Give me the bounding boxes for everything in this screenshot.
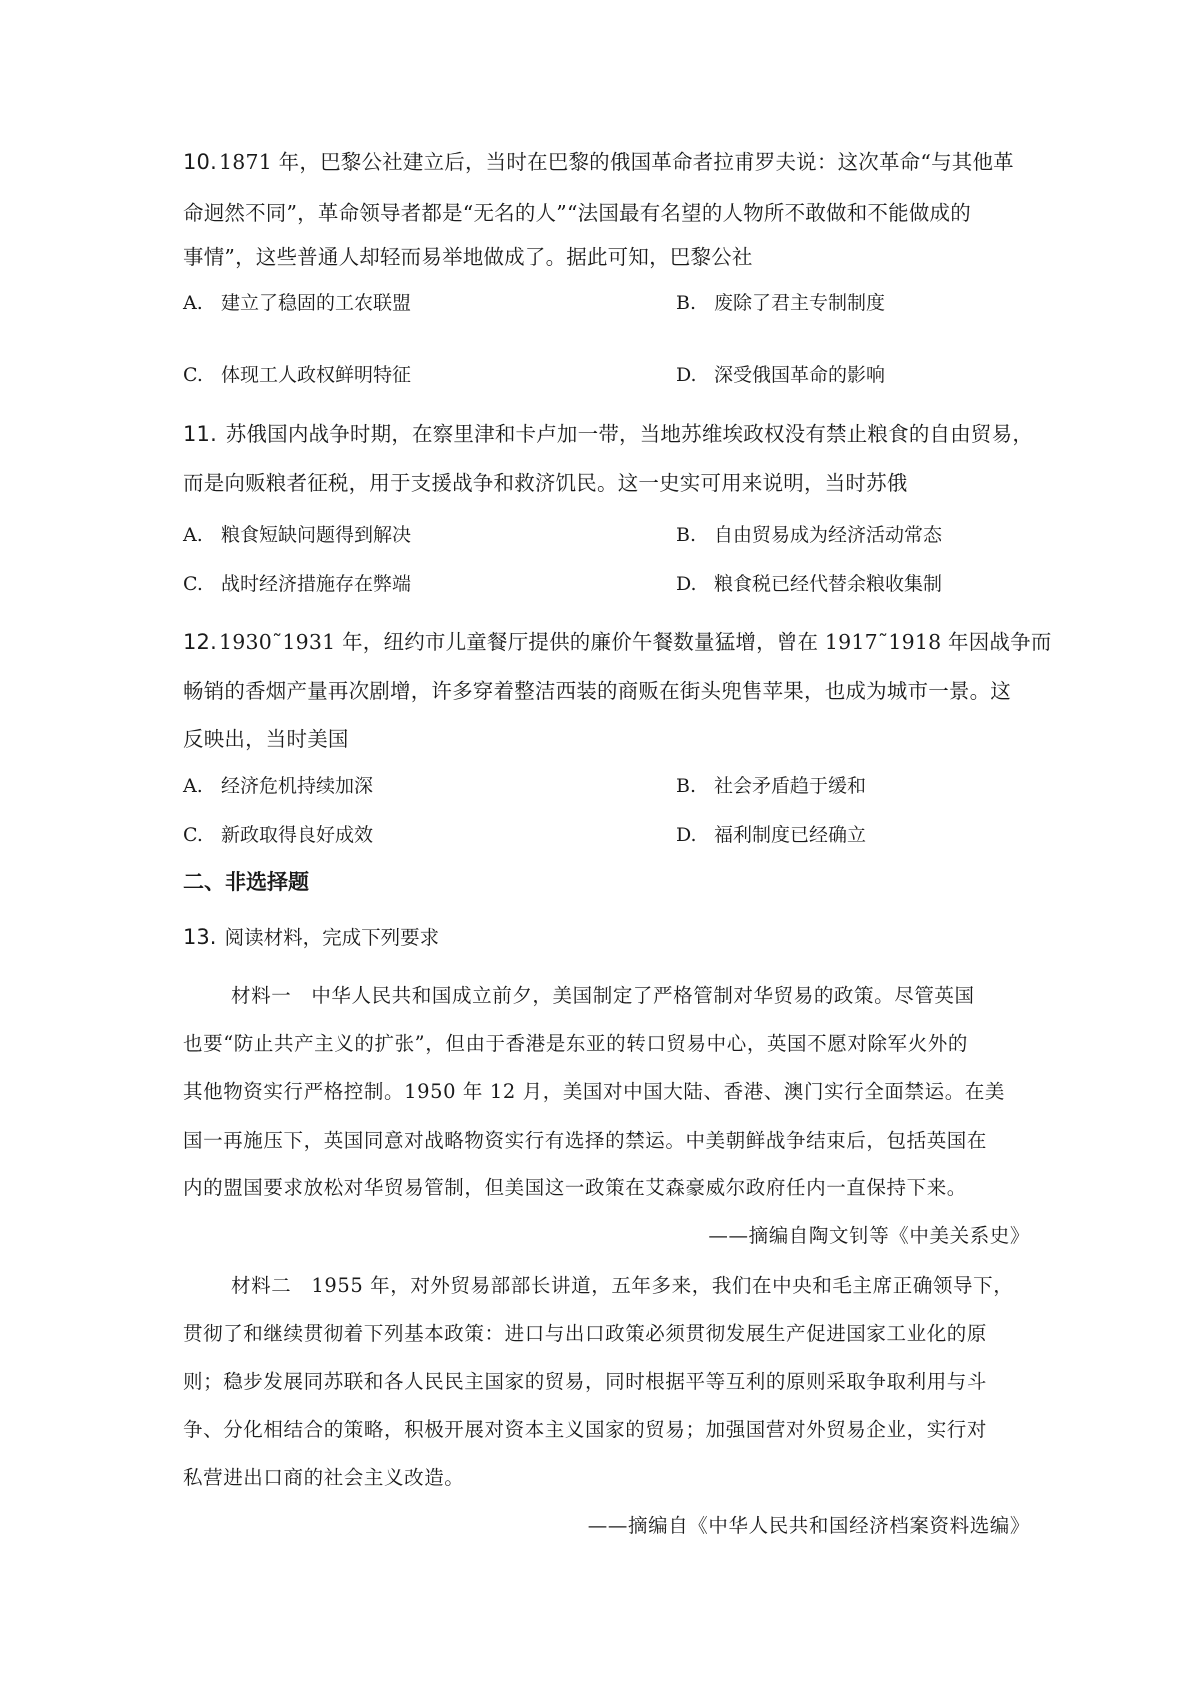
q11-line-2: 而是向贩粮者征税，用于支援战争和救济饥民。这一史实可用来说明，当时苏俄 <box>183 471 908 495</box>
q12-option-b[interactable]: B. 社会矛盾趋于缓和 <box>676 775 867 797</box>
q11-line-1 <box>183 420 1033 448</box>
q12-option-d[interactable]: D. 福利制度已经确立 <box>676 824 867 846</box>
material1-line-4: 国一再施压下，英国同意对战略物资实行有选择的禁运。中美朝鲜战争结束后，包括英国在 <box>183 1129 988 1152</box>
q10-option-d[interactable]: D. 深受俄国革命的影响 <box>676 364 886 386</box>
q12-line-2: 畅销的香烟产量再次剧增，许多穿着整洁西装的商贩在街头兜售苹果，也成为城市一景。这 <box>183 679 1011 703</box>
q12-text: 1930˜1931 年，纽约市儿童餐厅提供的廉价午餐数量猛增，曾在 1917˜1918 年因战争而 <box>219 630 1052 654</box>
q12-option-c[interactable]: C. 新政取得良好成效 <box>183 824 374 846</box>
q11-text: 苏俄国内战争时期，在察里津和卡卢加一带，当地苏维埃政权没有禁止粮食的自由贸易， <box>225 422 1034 446</box>
q10-number: 10. <box>183 150 217 174</box>
material1-line-1: 材料一 中华人民共和国成立前夕，美国制定了严格管制对华贸易的政策。尽管英国 <box>231 984 975 1007</box>
material2-line-2: 贯彻了和继续贯彻着下列基本政策：进口与出口政策必须贯彻发展生产促进国家工业化的原 <box>183 1322 988 1345</box>
material1-line-5: 内的盟国要求放松对华贸易管制，但美国这一政策在艾森豪威尔政府任内一直保持下来。 <box>183 1176 967 1199</box>
q10-text: 1871 年，巴黎公社建立后，当时在巴黎的俄国革命者拉甫罗夫说：这次革命“与其他革 <box>219 150 1014 174</box>
q12-line-1 <box>183 628 1052 656</box>
q10-line-3: 事情”，这些普通人却轻而易举地做成了。据此可知，巴黎公社 <box>183 245 753 269</box>
material2-line-4: 争、分化相结合的策略，积极开展对资本主义国家的贸易；加强国营对外贸易企业，实行对 <box>183 1418 988 1441</box>
q10-option-b[interactable]: B. 废除了君主专制制度 <box>676 292 886 314</box>
q11-option-d[interactable]: D. 粮食税已经代替余粮收集制 <box>676 573 943 595</box>
q10-option-c[interactable]: C. 体现工人政权鲜明特征 <box>183 364 412 386</box>
material2-source: ——摘编自《中华人民共和国经济档案资料选编》 <box>587 1514 1030 1537</box>
material1-label: 材料一 <box>231 984 292 1007</box>
q13-number: 13. <box>183 925 217 949</box>
q11-number: 11. <box>183 422 217 446</box>
q10-line-2: 命迥然不同”，革命领导者都是“无名的人”“法国最有名望的人物所不敢做和不能做成的 <box>183 201 971 225</box>
q11-option-a[interactable]: A. 粮食短缺问题得到解决 <box>183 524 412 546</box>
material1-line-3: 其他物资实行严格控制。1950 年 12 月，美国对中国大陆、香港、澳门实行全面禁运。在美 <box>183 1080 1006 1103</box>
q12-option-a[interactable]: A. 经济危机持续加深 <box>183 775 374 797</box>
section-title: 二、非选择题 <box>183 870 309 894</box>
q13-prompt: 阅读材料，完成下列要求 <box>224 926 440 949</box>
q11-option-c[interactable]: C. 战时经济措施存在弊端 <box>183 573 412 595</box>
material2-line-1: 材料二 1955 年，对外贸易部部长讲道，五年多来，我们在中央和毛主席正确领导下， <box>231 1274 1014 1297</box>
material1-source: ——摘编自陶文钊等《中美关系史》 <box>708 1224 1030 1247</box>
material2-label: 材料二 <box>231 1274 292 1297</box>
material1-line-2: 也要“防止共产主义的扩张”，但由于香港是东亚的转口贸易中心，英国不愿对除军火外的 <box>183 1032 968 1055</box>
q11-option-b[interactable]: B. 自由贸易成为经济活动常态 <box>676 524 943 546</box>
q13-prompt-line <box>183 923 439 952</box>
q10-line-1 <box>183 148 1014 176</box>
material2-line-5: 私营进出口商的社会主义改造。 <box>183 1466 465 1489</box>
q12-line-3: 反映出，当时美国 <box>183 727 349 751</box>
q12-number: 12. <box>183 630 217 654</box>
q10-option-a[interactable]: A. 建立了稳固的工农联盟 <box>183 292 412 314</box>
material2-line-3: 则；稳步发展同苏联和各人民民主国家的贸易，同时根据平等互利的原则采取争取利用与斗 <box>183 1370 988 1393</box>
